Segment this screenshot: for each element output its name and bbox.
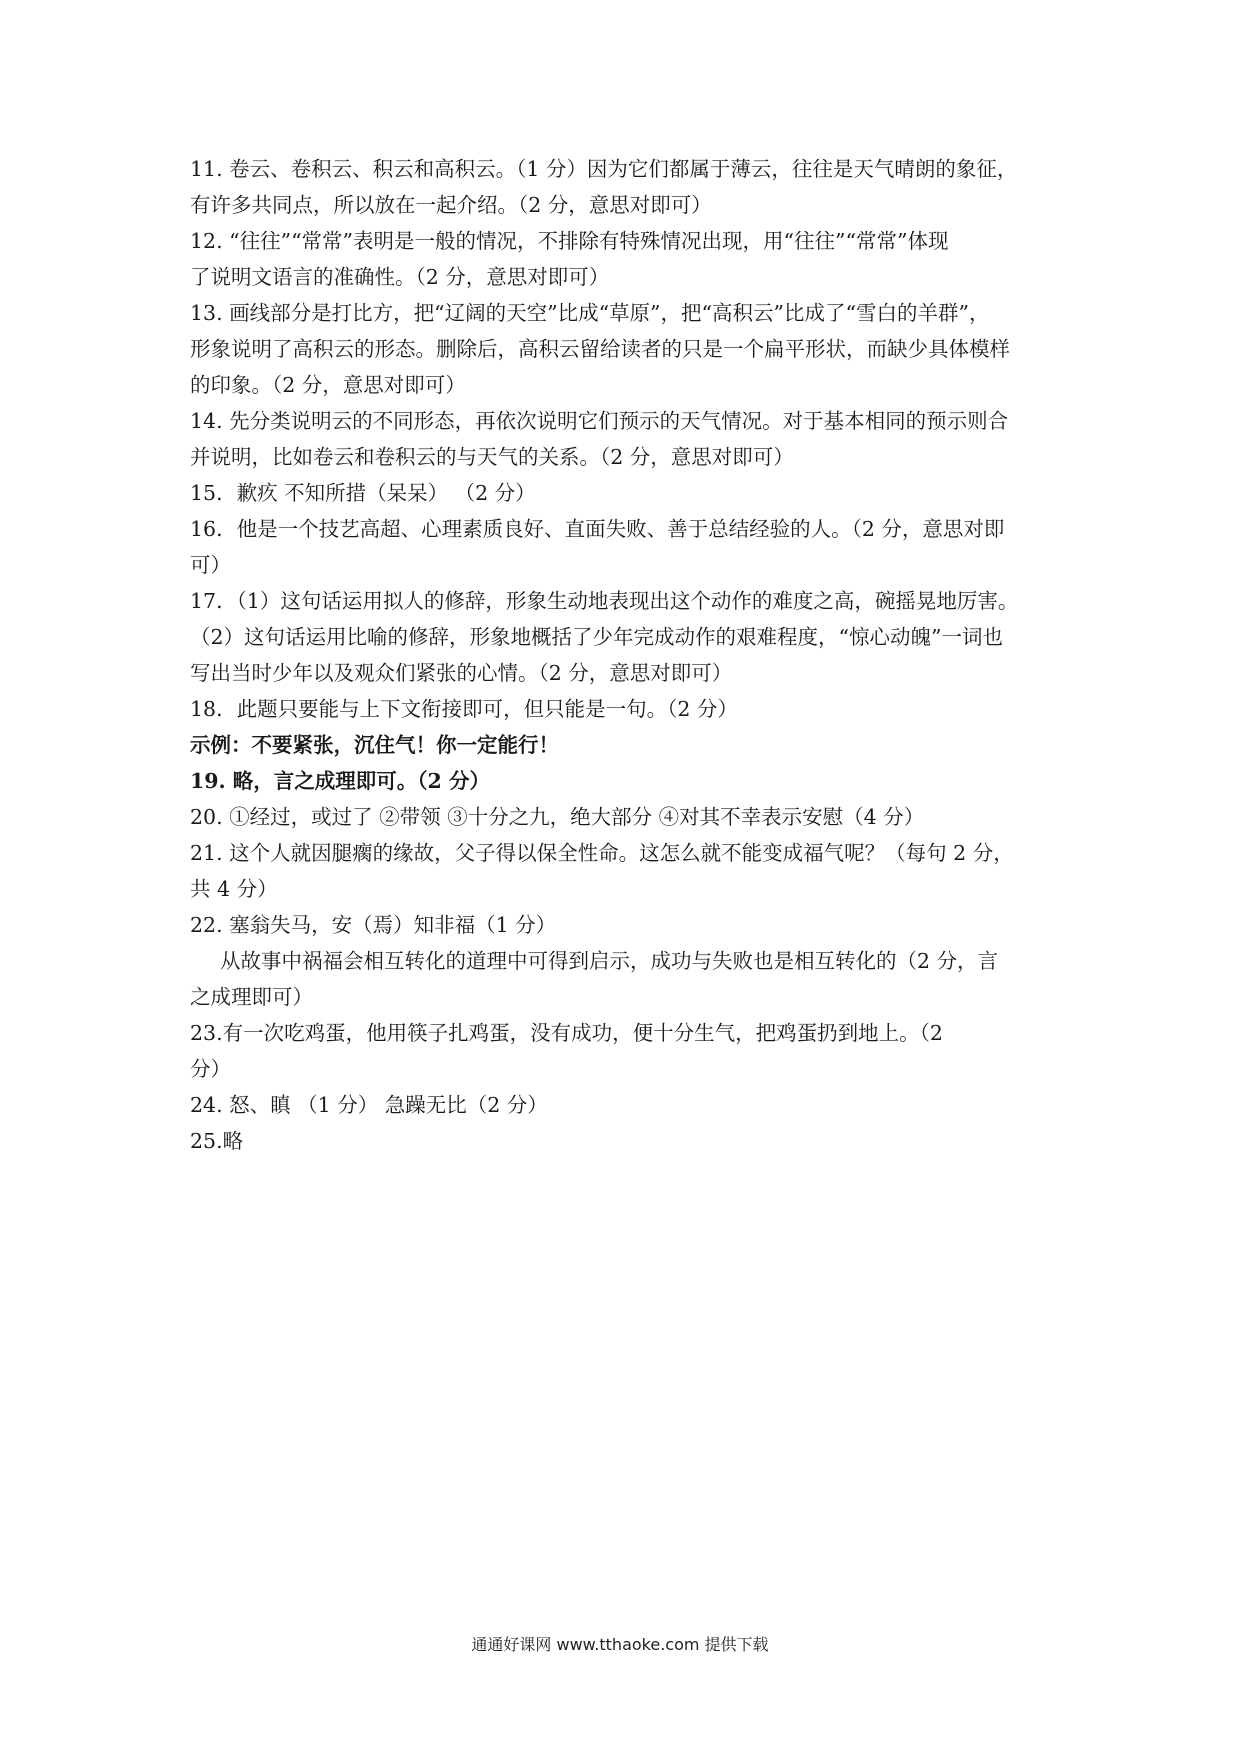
answer-13-line-3: 的印象。（2 分，意思对即可）	[190, 373, 466, 397]
answer-16-line-2: 可）	[190, 553, 231, 577]
answer-20: 20. ①经过，或过了 ②带领 ③十分之九，绝大部分 ④对其不幸表示安慰（4 分）	[190, 805, 925, 829]
answer-17-line-3: 写出当时少年以及观众们紧张的心情。（2 分，意思对即可）	[190, 661, 733, 685]
answer-key-body	[190, 151, 1070, 1159]
answer-21-line-2: 共 4 分）	[190, 877, 278, 901]
answer-23-line-1: 23.有一次吃鸡蛋，他用筷子扎鸡蛋，没有成功，便十分生气，把鸡蛋扔到地上。（2	[190, 1021, 943, 1045]
answer-17-line-2: （2）这句话运用比喻的修辞，形象地概括了少年完成动作的艰难程度，“惊心动魄”一词也	[190, 625, 1004, 649]
answer-22-line-2: 从故事中祸福会相互转化的道理中可得到启示，成功与失败也是相互转化的（2 分，言	[220, 949, 999, 973]
answer-14-line-1: 14. 先分类说明云的不同形态，再依次说明它们预示的天气情况。对于基本相同的预示则合	[190, 409, 1009, 433]
answer-19: 19. 略，言之成理即可。（2 分）	[190, 769, 490, 793]
answer-11-line-2: 有许多共同点，所以放在一起介绍。（2 分，意思对即可）	[190, 193, 712, 217]
answer-12-line-1: 12. “往往”“常常”表明是一般的情况，不排除有特殊情况出现，用“往往”“常常”体现	[190, 229, 949, 253]
answer-11-line-1: 11. 卷云、卷积云、积云和高积云。（1 分）因为它们都属于薄云，往往是天气晴朗的象征，	[190, 157, 1018, 181]
answer-15: 15．歉疚 不知所措（呆呆） （2 分）	[190, 481, 536, 505]
answer-16-line-1: 16．他是一个技艺高超、心理素质良好、直面失败、善于总结经验的人。（2 分，意思对即	[190, 517, 1005, 541]
page-footer: 通通好课网 www.tthaoke.com 提供下载	[471, 1635, 769, 1654]
answer-22-line-1: 22. 塞翁失马，安（焉）知非福（1 分）	[190, 913, 557, 937]
answer-14-line-2: 并说明，比如卷云和卷积云的与天气的关系。（2 分，意思对即可）	[190, 445, 794, 469]
answer-21-line-1: 21. 这个人就因腿瘸的缘故，父子得以保全性命。这怎么就不能变成福气呢？（每句 2 分，	[190, 841, 1014, 865]
answer-13-line-1: 13. 画线部分是打比方，把“辽阔的天空”比成“草原”，把“高积云”比成了“雪白的羊群”，	[190, 301, 990, 325]
answer-23-line-2: 分）	[190, 1057, 231, 1081]
answer-24: 24. 怒、瞋 （1 分） 急躁无比（2 分）	[190, 1093, 548, 1117]
answer-17-line-1: 17．（1）这句话运用拟人的修辞，形象生动地表现出这个动作的难度之高，碗摇晃地厉害。	[190, 589, 1019, 613]
answer-12-line-2: 了说明文语言的准确性。（2 分，意思对即可）	[190, 265, 610, 289]
answer-13-line-2: 形象说明了高积云的形态。删除后，高积云留给读者的只是一个扁平形状，而缺少具体模样	[190, 337, 1010, 361]
answer-22-line-3: 之成理即可）	[190, 985, 313, 1009]
answer-18-example: 示例：不要紧张，沉住气！你一定能行！	[190, 733, 559, 757]
answer-25: 25.略	[190, 1129, 244, 1153]
answer-18: 18．此题只要能与上下文衔接即可，但只能是一句。（2 分）	[190, 697, 738, 721]
